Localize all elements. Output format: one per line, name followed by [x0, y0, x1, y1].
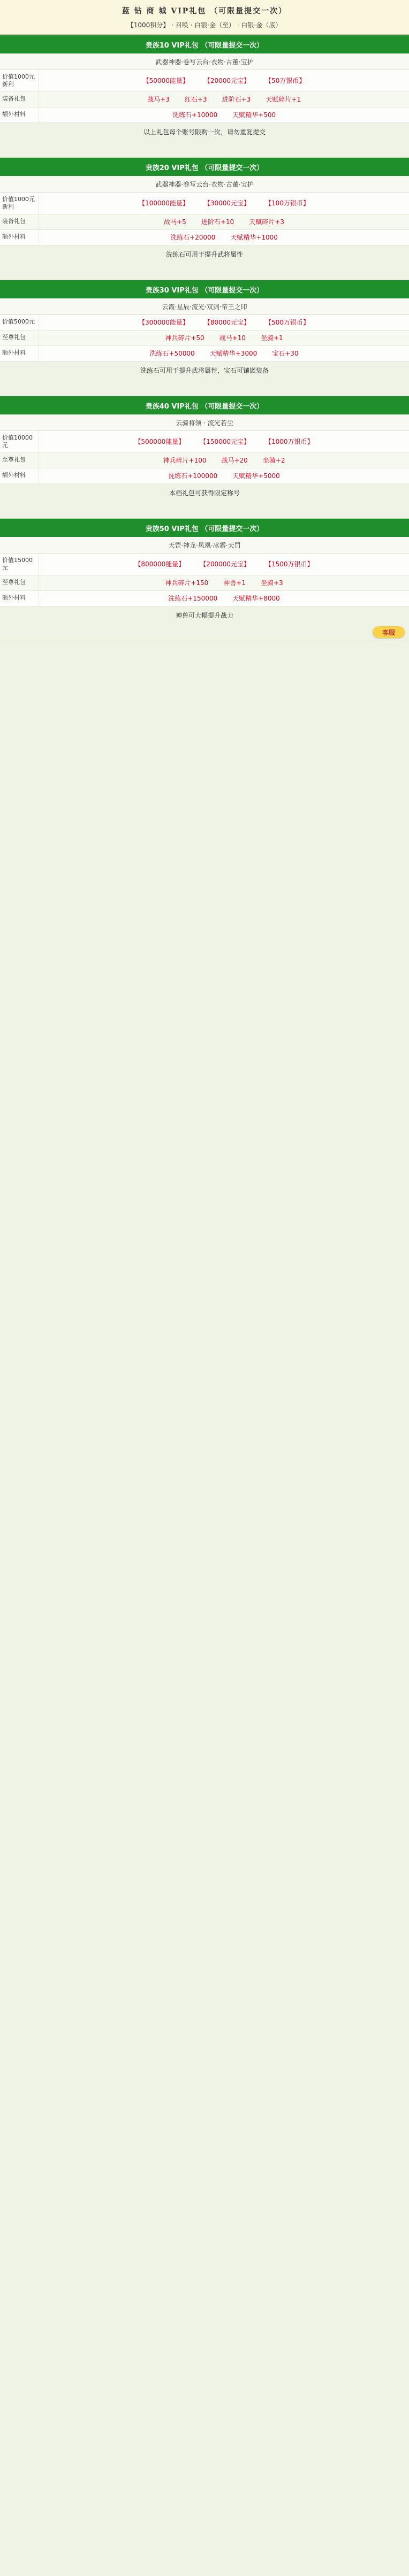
- reward-item: 坐骑+1: [260, 334, 283, 342]
- vip-section: [0, 35, 409, 158]
- section-subtitle: 云霞·星辰·流光·双剑·帝王之印: [0, 298, 409, 315]
- row-content: [39, 193, 409, 214]
- reward-item: 【100000能量】: [139, 199, 189, 207]
- section-spacer: [0, 380, 409, 396]
- reward-item: 【30000元宝】: [203, 199, 251, 207]
- row-content: [39, 214, 409, 229]
- section-banner: 贵族20 VIP礼包 （可限量提交一次）: [0, 158, 409, 176]
- row-label: 额外材料: [0, 468, 39, 483]
- row-label: 至尊礼包: [0, 575, 39, 590]
- row-label: 至尊礼包: [0, 453, 39, 468]
- sections-container: [0, 35, 409, 641]
- gift-row: [0, 70, 409, 92]
- section-spacer: [0, 502, 409, 518]
- section-subtitle: 武器神器·卷写云台·衣物·古董·宝护: [0, 176, 409, 193]
- vip-section: [0, 519, 409, 641]
- row-content: [39, 591, 409, 606]
- reward-item: 天赋碎片+3: [249, 218, 284, 226]
- reward-item: 【80000元宝】: [203, 319, 251, 326]
- section-spacer: [0, 141, 409, 157]
- reward-item: 天赋精华+8000: [232, 595, 280, 602]
- reward-item: 神兵碎片+50: [165, 334, 205, 342]
- reward-item: 坐骑+3: [260, 579, 283, 587]
- row-content: [39, 315, 409, 330]
- section-banner: 贵族40 VIP礼包 （可限量提交一次）: [0, 396, 409, 414]
- reward-item: 洗练石+150000: [168, 595, 218, 602]
- section-subtitle: 武器神器·卷写云台·衣物·古董·宝护: [0, 53, 409, 70]
- reward-item: 【20000元宝】: [203, 77, 251, 84]
- section-spacer: [0, 625, 409, 641]
- row-content: [39, 107, 409, 122]
- reward-item: 【1500万银币】: [265, 560, 314, 568]
- reward-item: 宝石+30: [272, 350, 299, 357]
- reward-item: 天赋精华+5000: [232, 472, 280, 480]
- row-content: [39, 575, 409, 590]
- reward-item: 进阶石+10: [201, 218, 234, 226]
- reward-item: 【1000万银币】: [265, 438, 314, 445]
- reward-item: 【50000能量】: [142, 77, 189, 84]
- gift-row: [0, 468, 409, 484]
- reward-item: 【200000元宝】: [200, 560, 251, 568]
- reward-item: 天赋精华+3000: [209, 350, 257, 357]
- row-label: 至尊礼包: [0, 330, 39, 345]
- row-content: [39, 453, 409, 468]
- page-root: [0, 0, 409, 641]
- reward-item: 【500000能量】: [134, 438, 185, 445]
- reward-item: 战马+3: [147, 96, 170, 103]
- reward-item: 【150000元宝】: [200, 438, 251, 445]
- gift-row: [0, 92, 409, 107]
- top-header: [0, 0, 409, 35]
- section-note: 洗练石可用于提升武将属性，宝石可镶嵌装备: [140, 367, 269, 374]
- row-label: 额外材料: [0, 107, 39, 122]
- gift-row: [0, 107, 409, 123]
- row-label: 价值15000元: [0, 553, 39, 575]
- gift-row: [0, 193, 409, 214]
- reward-item: 【300000能量】: [139, 319, 189, 326]
- reward-item: 战马+20: [221, 457, 248, 464]
- row-content: [39, 553, 409, 575]
- gift-row: [0, 330, 409, 346]
- row-content: [39, 230, 409, 245]
- vip-section: [0, 158, 409, 280]
- gift-row: [0, 453, 409, 468]
- vip-section: [0, 280, 409, 396]
- section-note: 洗练石可用于提升武将属性: [165, 251, 243, 258]
- customer-service-badge[interactable]: 客服: [373, 626, 405, 638]
- gift-row: [0, 575, 409, 591]
- reward-item: 天赋精华+1000: [230, 234, 278, 241]
- reward-item: 战马+10: [219, 334, 246, 342]
- reward-item: 神兽+1: [223, 579, 246, 587]
- reward-item: 神兵碎片+100: [163, 457, 207, 464]
- row-label: 价值5000元: [0, 315, 39, 330]
- row-content: [39, 92, 409, 107]
- reward-item: 洗练石+10000: [172, 111, 218, 119]
- gift-row: [0, 315, 409, 330]
- gift-row: [0, 553, 409, 575]
- page-subtitle: 【1000积分】 · 召唤 · 白银·金（至） · 白银·金（底）: [127, 21, 282, 29]
- row-label: 价值1000元新利: [0, 70, 39, 91]
- row-content: [39, 70, 409, 91]
- reward-item: 进阶石+3: [222, 96, 251, 103]
- reward-item: 神兵碎片+150: [165, 579, 209, 587]
- page-title: 蓝 钻 商 城 VIP礼包 （可限量提交一次）: [122, 6, 287, 16]
- row-content: [39, 330, 409, 345]
- gift-row: [0, 431, 409, 453]
- reward-item: 洗练石+20000: [170, 234, 216, 241]
- section-banner: 贵族10 VIP礼包 （可限量提交一次）: [0, 35, 409, 53]
- reward-item: 坐骑+2: [262, 457, 285, 464]
- gift-row: [0, 591, 409, 606]
- row-label: 价值10000元: [0, 431, 39, 452]
- reward-item: 【800000能量】: [134, 560, 185, 568]
- row-label: 价值1000元新利: [0, 193, 39, 214]
- reward-item: 红石+3: [184, 96, 207, 103]
- section-subtitle: 云骑将领 · 流光若尘: [0, 414, 409, 431]
- section-subtitle: 天罡·神龙·凤凰·冰霜·天罚: [0, 537, 409, 553]
- section-banner: 贵族50 VIP礼包 （可限量提交一次）: [0, 519, 409, 537]
- row-label: 额外材料: [0, 591, 39, 606]
- section-note: 以上礼包每个账号限购一次，请勿重复提交: [143, 128, 266, 136]
- reward-item: 【50万银币】: [265, 77, 306, 84]
- reward-item: 【100万银币】: [265, 199, 309, 207]
- row-label: 额外材料: [0, 230, 39, 245]
- row-content: [39, 346, 409, 361]
- row-label: 装备礼包: [0, 92, 39, 107]
- section-note: 本档礼包可获得限定称号: [169, 489, 240, 497]
- row-label: 装备礼包: [0, 214, 39, 229]
- reward-item: 洗练石+100000: [168, 472, 218, 480]
- row-content: [39, 431, 409, 452]
- reward-item: 天赋精华+500: [232, 111, 276, 119]
- gift-row: [0, 230, 409, 245]
- gift-row: [0, 346, 409, 362]
- section-spacer: [0, 264, 409, 280]
- row-content: [39, 468, 409, 483]
- gift-row: [0, 214, 409, 230]
- section-note: 神兽可大幅提升战力: [175, 612, 233, 619]
- row-label: 额外材料: [0, 346, 39, 361]
- reward-item: 战马+5: [164, 218, 186, 226]
- reward-item: 天赋碎片+1: [266, 96, 301, 103]
- section-banner: 贵族30 VIP礼包 （可限量提交一次）: [0, 280, 409, 298]
- vip-section: [0, 396, 409, 519]
- reward-item: 洗练石+50000: [149, 350, 195, 357]
- reward-item: 【500万银币】: [265, 319, 309, 326]
